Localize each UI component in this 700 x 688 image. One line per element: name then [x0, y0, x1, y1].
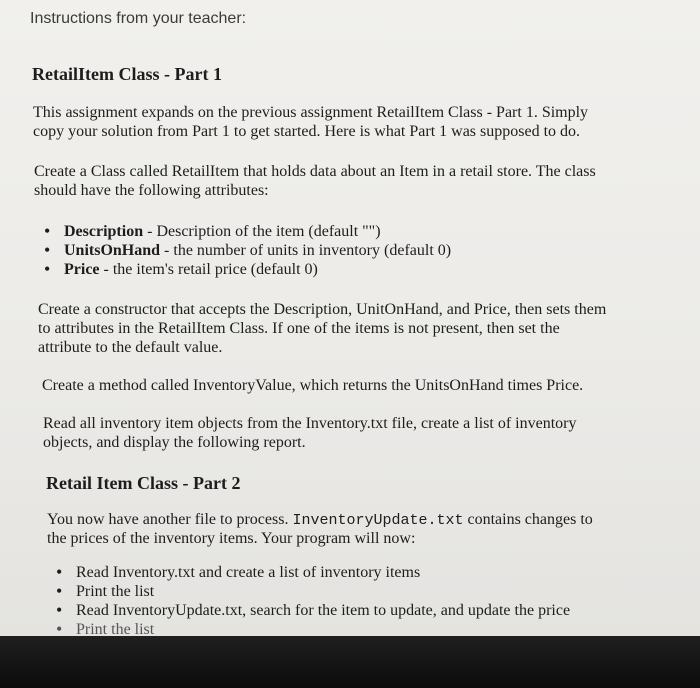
constructor-line-3: attribute to the default value. — [38, 339, 223, 356]
list-item: • Price - the item's retail price (default 0) — [42, 260, 451, 279]
method-description: Create a method called InventoryValue, which returns the UnitsOnHand times Price. — [42, 377, 584, 394]
constructor-line-2: to attributes in the RetailItem Class. If one of the items is not present, then set the — [38, 320, 560, 337]
part1-intro-line-2: copy your solution from Part 1 to get started. Here is what Part 1 was supposed to do. — [33, 123, 581, 140]
list-item: • Description - Description of the item (default "") — [42, 222, 451, 241]
part2-intro-line-2: the prices of the inventory items. Your program will now: — [47, 530, 416, 547]
list-item: • Print the list — [54, 620, 570, 636]
list-item: • Read InventoryUpdate.txt, search for the item to update, and update the price — [54, 601, 570, 620]
list-item: • Read Inventory.txt and create a list of inventory items — [54, 563, 570, 582]
inventory-update-filename: InventoryUpdate.txt — [292, 512, 464, 529]
constructor-line-1: Create a constructor that accepts the Description, UnitOnHand, and Price, then sets them — [38, 301, 607, 318]
steps-list — [54, 563, 570, 636]
list-item: • UnitsOnHand - the number of units in inventory (default 0) — [42, 241, 451, 260]
part2-title: Retail Item Class - Part 2 — [46, 473, 241, 493]
class-desc-line-1: Create a Class called RetailItem that holds data about an Item in a retail store. The class — [34, 163, 596, 180]
teacher-instructions-label: Instructions from your teacher: — [30, 10, 247, 27]
part1-intro-line-1: This assignment expands on the previous assignment RetailItem Class - Part 1. Simply — [33, 104, 589, 121]
class-desc-line-2: should have the following attributes: — [34, 182, 269, 199]
part1-title: RetailItem Class - Part 1 — [32, 64, 222, 84]
list-item: • Print the list — [54, 582, 570, 601]
part2-intro-line-1: You now have another file to process. InventoryUpdate.txt contains changes to — [47, 511, 593, 529]
report-line-1: Read all inventory item objects from the Inventory.txt file, create a list of inventory — [43, 415, 577, 432]
monitor-bezel — [0, 636, 700, 688]
report-line-2: objects, and display the following report. — [43, 434, 306, 451]
attribute-list — [42, 222, 451, 279]
